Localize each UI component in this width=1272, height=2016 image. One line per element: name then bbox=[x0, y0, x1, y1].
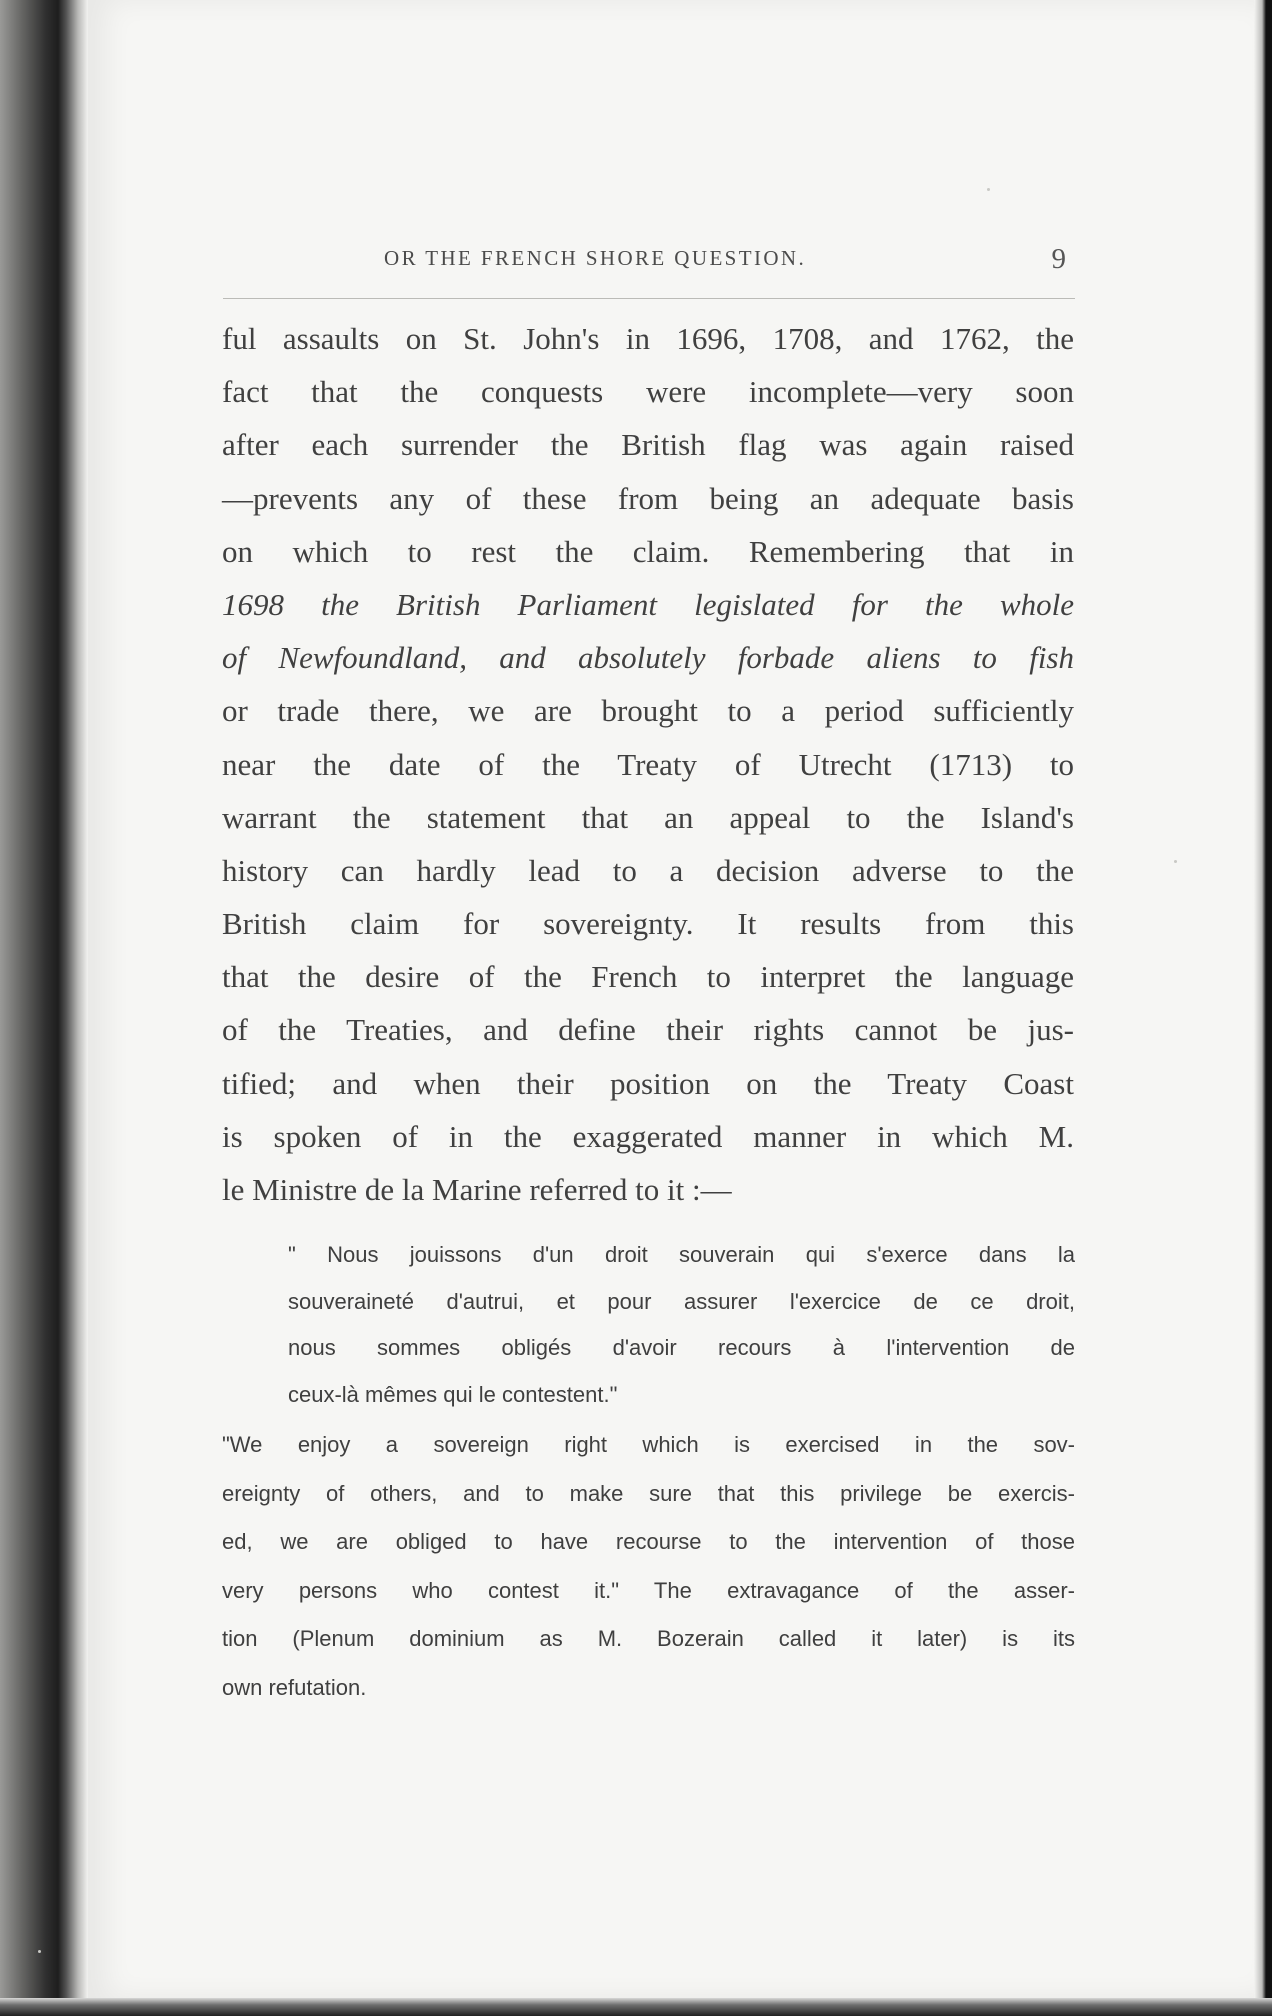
french-quote-line-4: ceux-là mêmes qui le contestent." bbox=[288, 1381, 618, 1407]
english-translation-line-6: own refutation. bbox=[222, 1674, 367, 1700]
body-line-9: near the date of the Treaty of Utrecht (1713) to bbox=[222, 746, 1074, 782]
french-quote-line-3: nous sommes obligés d'avoir recours à l'intervention de bbox=[288, 1335, 1075, 1361]
english-translation-line-5: tion (Plenum dominium as M. Bozerain called it later) is its bbox=[222, 1626, 1075, 1651]
paper-speck bbox=[38, 1950, 41, 1953]
english-translation-line-4: very persons who contest it." The extravagance of the asser- bbox=[222, 1577, 1075, 1603]
french-quote-line-1: " Nous jouissons d'un droit souverain qui s'exerce dans la bbox=[288, 1242, 1075, 1267]
body-line-11: history can hardly lead to a decision adverse to the bbox=[222, 852, 1074, 888]
body-line-5: on which to rest the claim. Remembering that in bbox=[222, 533, 1074, 569]
body-text bbox=[222, 312, 1074, 1216]
body-line-3: after each surrender the British flag was again raised bbox=[222, 427, 1074, 463]
body-line-2: fact that the conquests were incomplete—very soon bbox=[222, 374, 1074, 410]
body-line-4: —prevents any of these from being an adequate basis bbox=[222, 480, 1074, 516]
english-translation-line-2: ereignty of others, and to make sure that this privilege be exercis- bbox=[222, 1480, 1075, 1506]
scan-left-shadow bbox=[0, 0, 88, 2016]
body-line-17: le Ministre de la Marine referred to it :— bbox=[222, 1172, 732, 1207]
body-line-16: is spoken of in the exaggerated manner in which M. bbox=[222, 1118, 1074, 1154]
scan-bottom-edge bbox=[0, 1998, 1272, 2016]
body-line-14: of the Treaties, and define their rights cannot be jus- bbox=[222, 1012, 1074, 1048]
french-quote-line-2: souveraineté d'autrui, et pour assurer l'exercice de ce droit, bbox=[288, 1288, 1075, 1314]
body-line-10: warrant the statement that an appeal to the Island's bbox=[222, 799, 1074, 835]
body-line-15: tified; and when their position on the Treaty Coast bbox=[222, 1065, 1074, 1101]
body-line-8: or trade there, we are brought to a period sufficiently bbox=[222, 693, 1074, 729]
running-head: OR THE FRENCH SHORE QUESTION. bbox=[384, 246, 807, 270]
header-rule bbox=[223, 298, 1075, 299]
body-line-7: of Newfoundland, and absolutely forbade aliens to fish bbox=[222, 640, 1074, 676]
body-line-13: that the desire of the French to interpret the language bbox=[222, 959, 1074, 995]
paper-speck bbox=[987, 188, 990, 191]
english-translation bbox=[222, 1421, 1075, 1712]
english-translation-line-3: ed, we are obliged to have recourse to the intervention of those bbox=[222, 1529, 1075, 1554]
english-translation-line-1: "We enjoy a sovereign right which is exercised in the sov- bbox=[222, 1432, 1075, 1457]
body-line-12: British claim for sovereignty. It results from this bbox=[222, 906, 1074, 942]
page-number: 9 bbox=[1051, 243, 1066, 275]
body-line-1: ful assaults on St. John's in 1696, 1708, and 1762, the bbox=[222, 321, 1074, 356]
page-header bbox=[222, 243, 1074, 283]
scan-right-edge bbox=[1254, 0, 1272, 2016]
french-quotation bbox=[288, 1232, 1075, 1418]
paper-speck bbox=[1174, 860, 1177, 863]
body-line-6: 1698 the British Parliament legislated for the whole bbox=[222, 586, 1074, 622]
